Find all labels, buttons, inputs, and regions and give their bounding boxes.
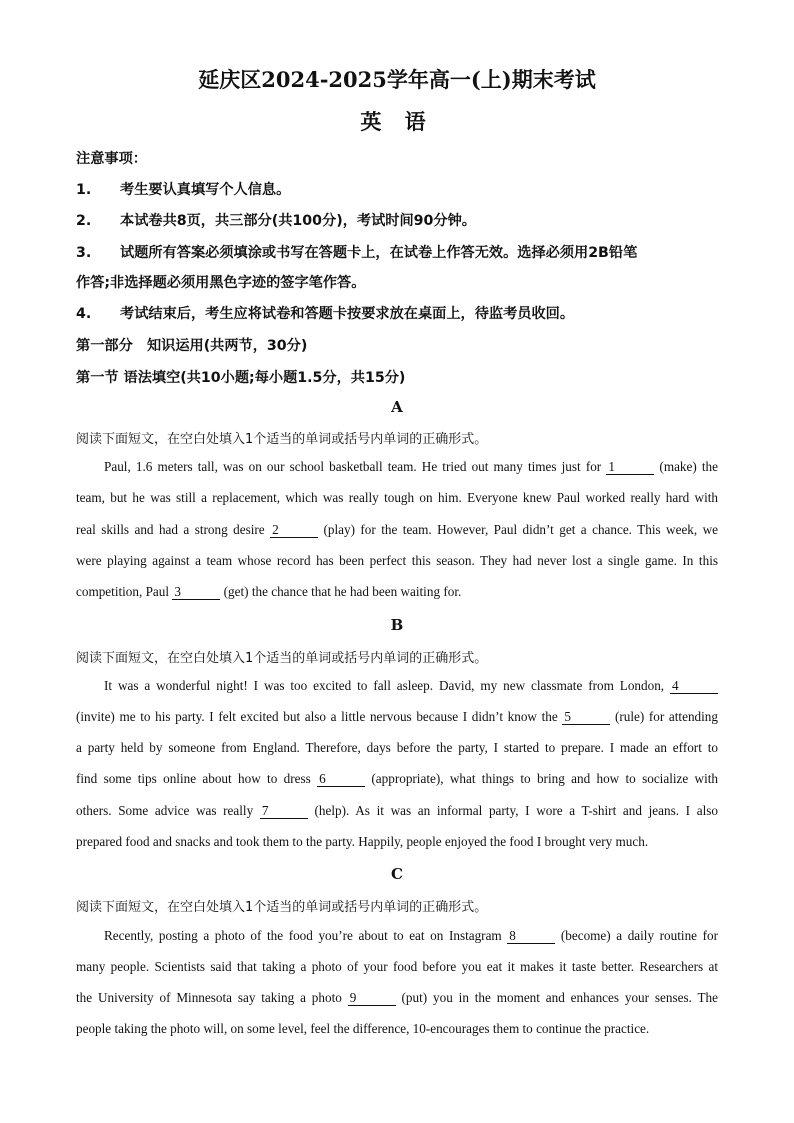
note-number: 2. [76,213,92,229]
note-text: 作答;非选择题必须用黑色字迹的签字笔作答。 [76,275,366,291]
passage-line: a party held by someone from England. Therefore, days before the party, I started to prepare. I made an effort to [76,740,718,755]
answer-blank[interactable]: 1 [606,460,654,475]
answer-blank[interactable]: 6 [317,772,365,787]
passage-line: real skills and had a strong desire 2 (play) for the team. However, Paul didn’t get a chance. This week, we [76,522,718,537]
answer-blank[interactable]: 5 [562,710,610,725]
answer-blank[interactable]: 7 [260,804,308,819]
note-item [76,242,637,262]
note-number: 1. [76,182,92,198]
passage-line: prepared food and snacks and took them to the party. Happily, people enjoyed the food I brought very much. [76,834,649,849]
passage-instruction: 阅读下面短文，在空白处填入1个适当的单词或括号内单词的正确形式。 [76,651,488,666]
part-heading: 第一部分 知识运用(共两节，30分) [76,338,308,354]
passage-label: B [390,616,404,634]
notes-heading: 注意事项： [76,151,147,167]
note-item [76,210,476,230]
passage-line: the University of Minnesota say taking a photo 9 (put) you in the moment and enhances your senses. The [76,990,718,1005]
note-item-continuation [76,272,365,292]
note-item [76,179,290,199]
passage-line: Recently, posting a photo of the food you’re about to eat on Instagram 8 (become) a daily routine for [104,928,718,943]
passage-line: find some tips online about how to dress 6 (appropriate), what things to bring and how to socialize with [76,771,719,786]
passage-line: Paul, 1.6 meters tall, was on our school basketball team. He tried out many times just for 1 (make) the [104,459,718,474]
answer-blank[interactable]: 8 [507,929,555,944]
answer-blank[interactable]: 2 [270,523,318,538]
answer-blank[interactable]: 9 [348,991,396,1006]
note-text: 考生要认真填写个人信息。 [120,182,291,198]
passage-line: were playing against a team whose record has been perfect this season. They had never lost a single game. In this [76,553,718,568]
passage-line: (invite) me to his party. I felt excited but also a little nervous because I didn’t know the 5 (rule) for attending [76,709,718,724]
note-number: 4. [76,306,92,322]
note-item [76,303,574,323]
passage-line: team, but he was still a replacement, which was really tough on him. Everyone knew Paul worked really hard with [76,490,718,505]
passage-line: people taking the photo will, on some level, feel the difference, 10-encourages them to continue the practice. [76,1021,650,1036]
note-text: 本试卷共8页，共三部分(共100分)，考试时间90分钟。 [120,213,476,229]
passage-line: many people. Scientists said that taking a photo of your food before you eat it makes it taste better. Researchers at [76,959,718,974]
passage-line: It was a wonderful night! I was too excited to fall asleep. David, my new classmate from London, 4 [104,678,718,694]
exam-title: 延庆区2024-2025学年高一(上)期末考试 [198,67,596,92]
section-heading: 第一节 语法填空(共10小题;每小题1.5分，共15分) [76,370,406,386]
subject-title: 英 语 [360,109,434,134]
note-text: 考试结束后，考生应将试卷和答题卡按要求放在桌面上，待监考员收回。 [120,306,575,322]
passage-line: others. Some advice was really 7 (help). As it was an informal party, I wore a T-shirt and jeans. I also [76,803,718,818]
note-number: 3. [76,245,92,261]
passage-instruction: 阅读下面短文，在空白处填入1个适当的单词或括号内单词的正确形式。 [76,900,488,915]
answer-blank[interactable]: 3 [172,585,220,600]
passage-line: competition, Paul 3 (get) the chance that he had been waiting for. [76,584,462,599]
note-text: 试题所有答案必须填涂或书写在答题卡上，在试卷上作答无效。选择必须用2B铅笔 [120,245,638,261]
passage-instruction: 阅读下面短文，在空白处填入1个适当的单词或括号内单词的正确形式。 [76,432,488,447]
answer-blank[interactable]: 4 [670,679,718,694]
passage-label: C [391,865,403,883]
passage-label: A [391,398,403,416]
